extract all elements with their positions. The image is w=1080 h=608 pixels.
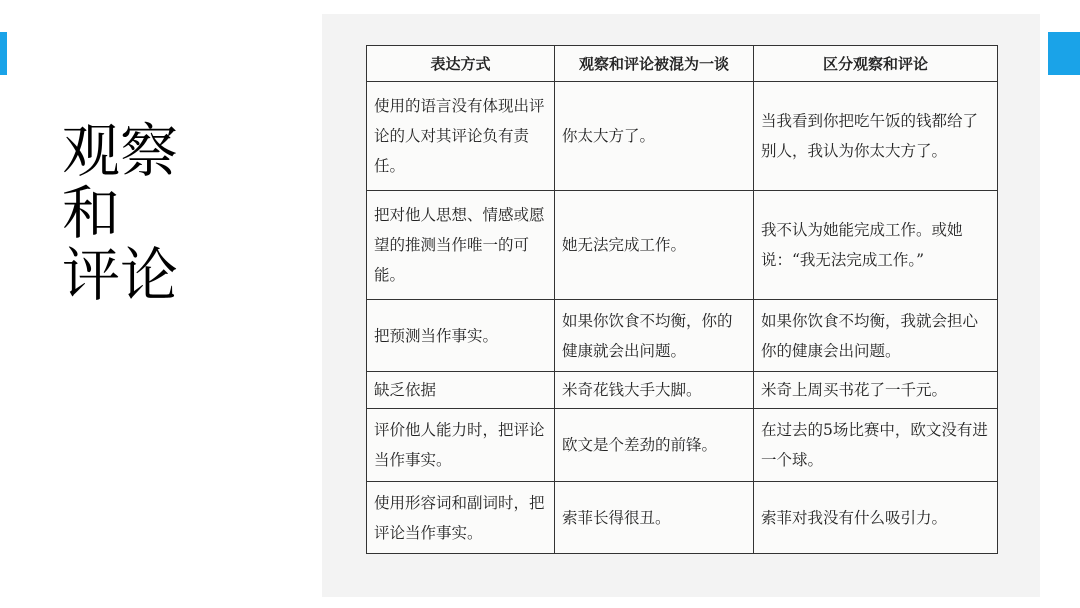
table-header-row — [367, 46, 998, 82]
slide-title-line: 和 — [62, 179, 121, 247]
table-cell-mixed: 欧文是个差劲的前锋。 — [555, 409, 754, 482]
table-row — [367, 482, 998, 554]
table-cell-mixed: 你太大方了。 — [555, 82, 754, 191]
table-cell-distinguished: 在过去的5场比赛中，欧文没有进一个球。 — [754, 409, 998, 482]
slide-title-line: 评论 — [62, 241, 179, 309]
table-cell-expression: 评价他人能力时，把评论当作事实。 — [367, 409, 555, 482]
table-cell-mixed: 如果你饮食不均衡，你的健康就会出问题。 — [555, 300, 754, 372]
slide-title-line: 观察 — [62, 117, 179, 185]
table-row — [367, 191, 998, 300]
table-cell-distinguished: 索菲对我没有什么吸引力。 — [754, 482, 998, 554]
table-cell-mixed: 她无法完成工作。 — [555, 191, 754, 300]
table-cell-distinguished: 米奇上周买书花了一千元。 — [754, 372, 998, 409]
table-cell-expression: 使用的语言没有体现出评论的人对其评论负有责任。 — [367, 82, 555, 191]
table-cell-mixed: 米奇花钱大手大脚。 — [555, 372, 754, 409]
table-row — [367, 82, 998, 191]
accent-bar-left — [0, 32, 7, 75]
table-row — [367, 409, 998, 482]
table-cell-expression: 缺乏依据 — [367, 372, 555, 409]
table-row — [367, 372, 998, 409]
table-cell-expression: 把预测当作事实。 — [367, 300, 555, 372]
table-cell-expression: 把对他人思想、情感或愿望的推测当作唯一的可能。 — [367, 191, 555, 300]
slide-title — [62, 117, 179, 309]
comparison-table — [366, 45, 998, 554]
header-cell-distinguished: 区分观察和评论 — [754, 46, 998, 82]
document-image-panel — [322, 14, 1040, 597]
table-row — [367, 300, 998, 372]
table-cell-expression: 使用形容词和副词时，把评论当作事实。 — [367, 482, 555, 554]
table-cell-distinguished: 我不认为她能完成工作。或她说：“我无法完成工作。” — [754, 191, 998, 300]
table-cell-distinguished: 如果你饮食不均衡，我就会担心你的健康会出问题。 — [754, 300, 998, 372]
header-cell-mixed: 观察和评论被混为一谈 — [555, 46, 754, 82]
header-cell-expression: 表达方式 — [367, 46, 555, 82]
accent-bar-right — [1048, 32, 1080, 75]
table-cell-mixed: 索菲长得很丑。 — [555, 482, 754, 554]
table-cell-distinguished: 当我看到你把吃午饭的钱都给了别人，我认为你太大方了。 — [754, 82, 998, 191]
